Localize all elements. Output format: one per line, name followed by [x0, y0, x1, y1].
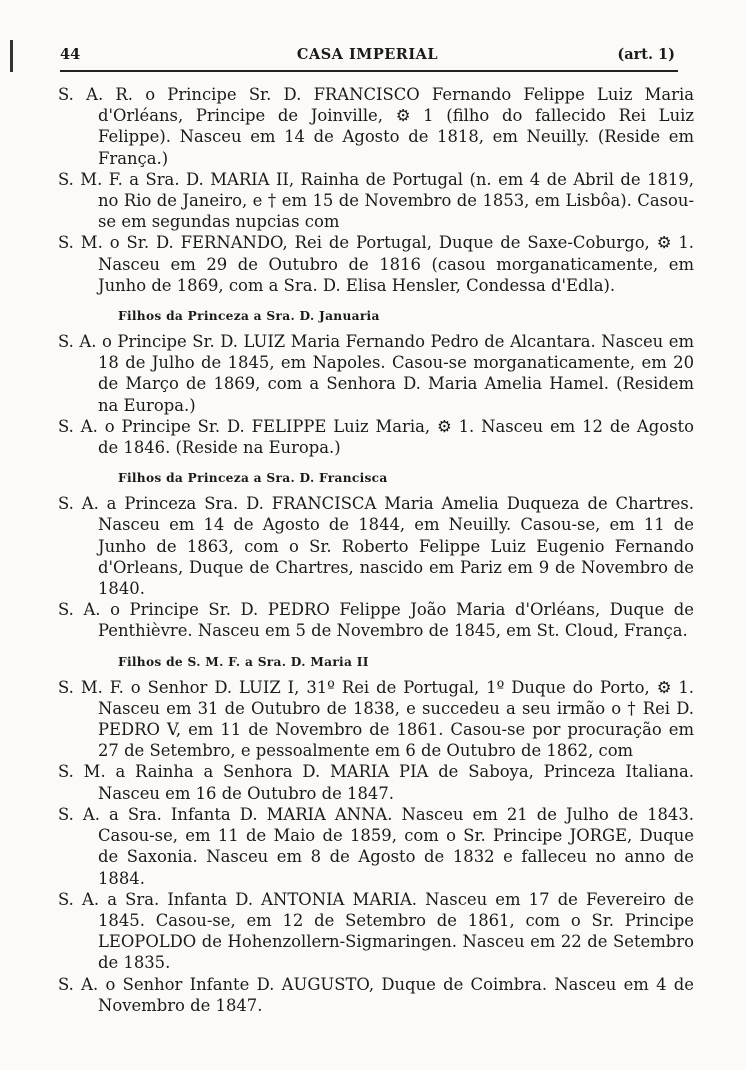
- page-body: [58, 84, 694, 1016]
- article-reference: (art. 1): [617, 46, 675, 63]
- page-title: CASA IMPERIAL: [296, 46, 439, 63]
- entry-pedro: S. A. o Principe Sr. D. PEDRO Felippe João Maria d'Orléans, Duque de Penthièvre. Nasceu em 5 de Novembro de 1845, em St. Cloud, França.: [58, 600, 694, 641]
- entry-antonia-maria: S. A. a Sra. Infanta D. ANTONIA MARIA. Nasceu em 17 de Fevereiro de 1845. Casou-se, em 12 de Setembro de 1861, com o Sr. Principe LEOPOLDO de Hohenzollern-Sigmaringen. Nasceu em 22 de Setembro de 1835.: [58, 889, 694, 973]
- page-number: 44: [60, 46, 81, 63]
- entry-luiz-i: S. M. F. o Senhor D. LUIZ I, 31º Rei de Portugal, 1º Duque do Porto, ⚙ 1. Nasceu em 31 de Outubro de 1838, e succedeu a seu irmão o † Rei D. PEDRO V, em 11 de Novembro de 1861. Casou-se por procuração em 27 de Setembro, e pessoalmente em 6 de Outubro de 1862, com: [58, 677, 694, 761]
- entry-maria-anna: S. A. a Sra. Infanta D. MARIA ANNA. Nasceu em 21 de Julho de 1843. Casou-se, em 11 de Maio de 1859, com o Sr. Principe JORGE, Duque de Saxonia. Nasceu em 8 de Agosto de 1832 e falleceu no anno de 1884.: [58, 804, 694, 888]
- section-heading-francisca: Filhos da Princeza a Sra. D. Francisca: [118, 471, 388, 486]
- entry-felippe: S. A. o Principe Sr. D. FELIPPE Luiz Maria, ⚙ 1. Nasceu em 12 de Agosto de 1846. (Reside na Europa.): [58, 416, 694, 458]
- entry-francisco: S. A. R. o Principe Sr. D. FRANCISCO Fernando Felippe Luiz Maria d'Orléans, Principe de Joinville, ⚙ 1 (filho do fallecido Rei Luiz Felippe). Nasceu em 14 de Agosto de 1818, em Neuilly. (Reside em França.): [58, 85, 694, 168]
- entry-fernando: S. M. o Sr. D. FERNANDO, Rei de Portugal, Duque de Saxe-Coburgo, ⚙ 1. Nasceu em 29 de Outubro de 1816 (casou morganaticamente, em Junho de 1869, com a Sra. D. Elisa Hensler, Condessa d'Edla).: [58, 233, 694, 295]
- page-header: [60, 42, 675, 68]
- section-heading-januaria: Filhos da Princeza a Sra. D. Januaria: [118, 309, 380, 324]
- page-edge-mark: [10, 40, 13, 72]
- entry-maria-pia: S. M. a Rainha a Senhora D. MARIA PIA de Saboya, Princeza Italiana. Nasceu em 16 de Outubro de 1847.: [58, 762, 694, 803]
- entry-francisca: S. A. a Princeza Sra. D. FRANCISCA Maria Amelia Duqueza de Chartres. Nasceu em 14 de Agosto de 1844, em Neuilly. Casou-se, em 11 de Junho de 1863, com o Sr. Roberto Felippe Luiz Eugenio Fernando d'Orleans, Duque de Chartres, nascido em Pariz em 9 de Novembro de 1840.: [58, 494, 694, 599]
- section-heading-maria-ii: Filhos de S. M. F. a Sra. D. Maria II: [118, 654, 369, 669]
- entry-augusto: S. A. o Senhor Infante D. AUGUSTO, Duque de Coimbra. Nasceu em 4 de Novembro de 1847.: [58, 974, 694, 1015]
- entry-luiz-maria: S. A. o Principe Sr. D. LUIZ Maria Fernando Pedro de Alcantara. Nasceu em 18 de Julho de 1845, em Napoles. Casou-se morganaticamente, em 20 de Março de 1869, com a Senhora D. Maria Amelia Hamel. (Residem na Europa.): [58, 332, 694, 415]
- header-rule: [60, 70, 678, 72]
- entry-maria-ii: S. M. F. a Sra. D. MARIA II, Rainha de Portugal (n. em 4 de Abril de 1819, no Rio de Janeiro, e † em 15 de Novembro de 1853, em Lisbôa). Casou-se em segundas nupcias com: [58, 169, 694, 232]
